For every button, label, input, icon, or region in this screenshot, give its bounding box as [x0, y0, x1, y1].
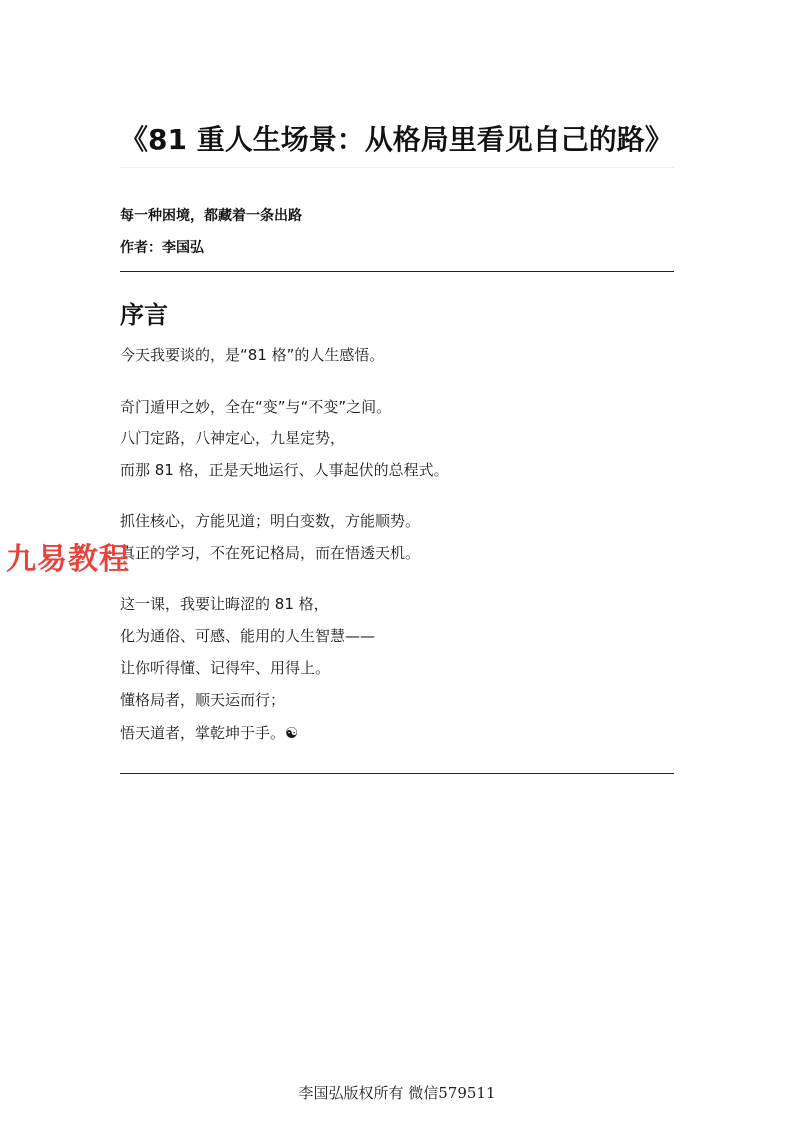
preface-line: 化为通俗、可感、能用的人生智慧—— — [120, 627, 376, 645]
preface-heading: 序言 — [120, 301, 168, 329]
document-subtitle: 每一种困境，都藏着一条出路 — [120, 208, 302, 224]
section-divider-bottom — [120, 773, 674, 774]
preface-line: 八门定路，八神定心，九星定势， — [120, 429, 346, 447]
watermark-logo: 九易教程 — [6, 542, 130, 577]
preface-line: 悟天道者，掌乾坤于手。☯ — [120, 724, 299, 742]
section-divider-top — [120, 271, 674, 272]
preface-line: 让你听得懂、记得牢、用得上。 — [120, 659, 331, 677]
preface-line: 这一课，我要让晦涩的 81 格， — [120, 595, 329, 613]
document-title: 《81 重人生场景：从格局里看见自己的路》 — [120, 123, 673, 156]
document-author: 作者：李国弘 — [120, 240, 204, 256]
copyright-footer: 李国弘版权所有 微信579511 — [298, 1084, 496, 1102]
preface-line: 抓住核心，方能见道；明白变数，方能顺势。 — [120, 512, 421, 530]
preface-line: 今天我要谈的，是“81 格”的人生感悟。 — [120, 346, 385, 364]
preface-line: 而那 81 格，正是天地运行、人事起伏的总程式。 — [120, 461, 449, 479]
title-divider — [120, 167, 674, 168]
preface-line: 奇门遁甲之妙，全在“变”与“不变”之间。 — [120, 398, 392, 416]
preface-line: 懂格局者，顺天运而行； — [120, 691, 286, 709]
preface-line: 真正的学习，不在死记格局，而在悟透天机。 — [120, 544, 421, 562]
